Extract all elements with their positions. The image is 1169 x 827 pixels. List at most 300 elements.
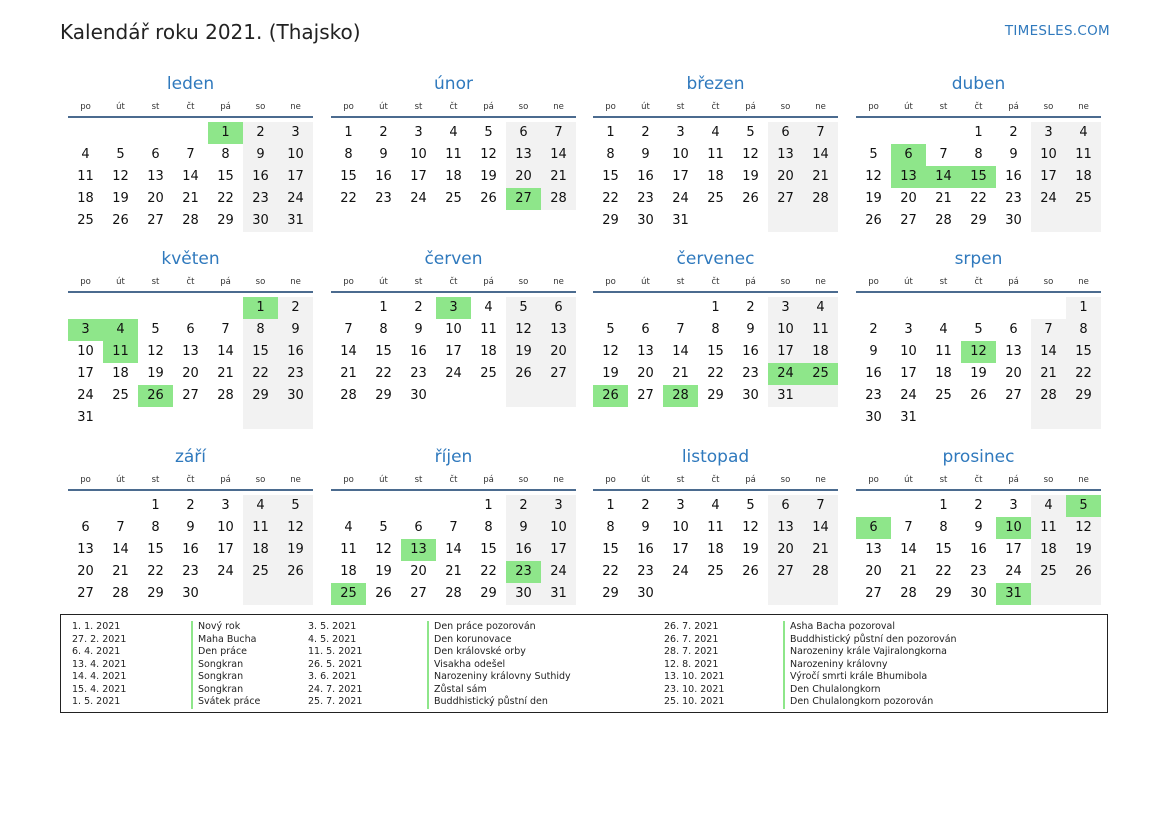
day-cell[interactable]: 14 [112,542,129,557]
day-cell[interactable]: 4 [803,297,838,319]
day-cell[interactable]: 2 [746,300,755,315]
day-cell[interactable]: 2 [414,300,423,315]
day-cell[interactable]: 16 [637,169,654,184]
day-cell[interactable]: 13 [768,144,803,166]
day-cell[interactable]: 10 [410,147,427,162]
day-cell[interactable]: 7 [939,147,948,162]
day-cell[interactable]: 17 [445,344,462,359]
day-cell[interactable]: 22 [602,191,619,206]
day-cell[interactable]: 1 [1066,297,1101,319]
day-cell[interactable]: 15 [1066,341,1101,363]
day-cell[interactable]: 21 [182,191,199,206]
day-cell[interactable]: 1 [379,300,388,315]
day-cell[interactable]: 5 [116,147,125,162]
day-cell[interactable]: 24 [672,564,689,579]
day-cell[interactable]: 17 [217,542,234,557]
day-cell[interactable]: 17 [1005,542,1022,557]
day-cell[interactable]: 6 [186,322,195,337]
day-cell[interactable]: 23 [243,188,278,210]
day-cell[interactable]: 10 [541,517,576,539]
day-cell[interactable]: 19 [375,564,392,579]
day-cell[interactable]: 19 [742,169,759,184]
day-cell[interactable]: 26 [970,388,987,403]
day-cell[interactable]: 20 [147,191,164,206]
day-cell[interactable]: 10 [217,520,234,535]
day-cell[interactable]: 12 [278,517,313,539]
day-cell[interactable]: 3 [278,122,313,144]
day-cell[interactable]: 20 [506,166,541,188]
day-cell[interactable]: 7 [1031,319,1066,341]
day-cell[interactable]: 4 [449,125,458,140]
day-cell[interactable]: 30 [637,586,654,601]
day-cell[interactable]: 18 [77,191,94,206]
day-cell[interactable]: 20 [541,341,576,363]
day-cell[interactable]: 25 [707,191,724,206]
holiday-day-cell[interactable]: 31 [996,583,1031,605]
day-cell[interactable]: 7 [541,122,576,144]
day-cell[interactable]: 10 [900,344,917,359]
day-cell[interactable]: 14 [182,169,199,184]
day-cell[interactable]: 5 [974,322,983,337]
day-cell[interactable]: 1 [606,125,615,140]
day-cell[interactable]: 29 [602,213,619,228]
holiday-day-cell[interactable]: 5 [1066,495,1101,517]
day-cell[interactable]: 3 [414,125,423,140]
day-cell[interactable]: 28 [935,213,952,228]
day-cell[interactable]: 13 [147,169,164,184]
day-cell[interactable]: 7 [116,520,125,535]
day-cell[interactable]: 18 [112,366,129,381]
day-cell[interactable]: 22 [217,191,234,206]
day-cell[interactable]: 30 [182,586,199,601]
day-cell[interactable]: 15 [375,344,392,359]
day-cell[interactable]: 18 [243,539,278,561]
day-cell[interactable]: 9 [869,344,878,359]
day-cell[interactable]: 3 [676,498,685,513]
day-cell[interactable]: 2 [506,495,541,517]
day-cell[interactable]: 27 [541,363,576,385]
day-cell[interactable]: 10 [77,344,94,359]
day-cell[interactable]: 12 [602,344,619,359]
day-cell[interactable]: 29 [970,213,987,228]
day-cell[interactable]: 15 [707,344,724,359]
day-cell[interactable]: 24 [541,561,576,583]
day-cell[interactable]: 23 [1005,191,1022,206]
day-cell[interactable]: 5 [278,495,313,517]
day-cell[interactable]: 18 [1066,166,1101,188]
holiday-day-cell[interactable]: 10 [996,517,1031,539]
day-cell[interactable]: 26 [742,564,759,579]
day-cell[interactable]: 9 [641,520,650,535]
day-cell[interactable]: 5 [506,297,541,319]
day-cell[interactable]: 25 [1066,188,1101,210]
day-cell[interactable]: 4 [711,498,720,513]
day-cell[interactable]: 16 [375,169,392,184]
day-cell[interactable]: 29 [375,388,392,403]
day-cell[interactable]: 20 [768,539,803,561]
day-cell[interactable]: 27 [182,388,199,403]
day-cell[interactable]: 3 [541,495,576,517]
day-cell[interactable]: 13 [182,344,199,359]
day-cell[interactable]: 1 [606,498,615,513]
day-cell[interactable]: 11 [480,322,497,337]
day-cell[interactable]: 9 [746,322,755,337]
day-cell[interactable]: 16 [410,344,427,359]
day-cell[interactable]: 12 [375,542,392,557]
holiday-day-cell[interactable]: 6 [856,517,891,539]
day-cell[interactable]: 15 [602,169,619,184]
day-cell[interactable]: 24 [445,366,462,381]
holiday-day-cell[interactable]: 25 [331,583,366,605]
day-cell[interactable]: 15 [217,169,234,184]
day-cell[interactable]: 26 [742,191,759,206]
day-cell[interactable]: 4 [81,147,90,162]
day-cell[interactable]: 16 [506,539,541,561]
day-cell[interactable]: 8 [974,147,983,162]
day-cell[interactable]: 4 [1066,122,1101,144]
day-cell[interactable]: 1 [939,498,948,513]
day-cell[interactable]: 14 [217,344,234,359]
day-cell[interactable]: 30 [742,388,759,403]
day-cell[interactable]: 22 [970,191,987,206]
holiday-day-cell[interactable]: 12 [961,341,996,363]
day-cell[interactable]: 18 [340,564,357,579]
day-cell[interactable]: 25 [1031,561,1066,583]
day-cell[interactable]: 23 [742,366,759,381]
day-cell[interactable]: 11 [243,517,278,539]
holiday-day-cell[interactable]: 26 [593,385,628,407]
day-cell[interactable]: 23 [410,366,427,381]
holiday-day-cell[interactable]: 3 [436,297,471,319]
day-cell[interactable]: 5 [869,147,878,162]
day-cell[interactable]: 8 [939,520,948,535]
day-cell[interactable]: 8 [379,322,388,337]
day-cell[interactable]: 27 [147,213,164,228]
day-cell[interactable]: 7 [904,520,913,535]
day-cell[interactable]: 25 [445,191,462,206]
day-cell[interactable]: 16 [243,166,278,188]
day-cell[interactable]: 13 [1005,344,1022,359]
day-cell[interactable]: 7 [803,122,838,144]
day-cell[interactable]: 30 [970,586,987,601]
day-cell[interactable]: 19 [506,341,541,363]
day-cell[interactable]: 22 [480,564,497,579]
day-cell[interactable]: 31 [900,410,917,425]
day-cell[interactable]: 6 [541,297,576,319]
day-cell[interactable]: 20 [182,366,199,381]
day-cell[interactable]: 24 [278,188,313,210]
day-cell[interactable]: 3 [768,297,803,319]
day-cell[interactable]: 8 [344,147,353,162]
day-cell[interactable]: 21 [935,191,952,206]
day-cell[interactable]: 21 [900,564,917,579]
day-cell[interactable]: 2 [1009,125,1018,140]
day-cell[interactable]: 9 [414,322,423,337]
day-cell[interactable]: 30 [865,410,882,425]
day-cell[interactable]: 9 [974,520,983,535]
holiday-day-cell[interactable]: 25 [803,363,838,385]
day-cell[interactable]: 3 [1009,498,1018,513]
day-cell[interactable]: 30 [278,385,313,407]
day-cell[interactable]: 11 [803,319,838,341]
day-cell[interactable]: 28 [1031,385,1066,407]
holiday-day-cell[interactable]: 1 [208,122,243,144]
day-cell[interactable]: 6 [641,322,650,337]
day-cell[interactable]: 18 [1031,539,1066,561]
day-cell[interactable]: 1 [711,300,720,315]
day-cell[interactable]: 23 [865,388,882,403]
day-cell[interactable]: 14 [1031,341,1066,363]
day-cell[interactable]: 16 [182,542,199,557]
day-cell[interactable]: 9 [243,144,278,166]
day-cell[interactable]: 24 [217,564,234,579]
day-cell[interactable]: 26 [112,213,129,228]
day-cell[interactable]: 9 [641,147,650,162]
day-cell[interactable]: 13 [768,517,803,539]
day-cell[interactable]: 20 [865,564,882,579]
day-cell[interactable]: 21 [445,564,462,579]
day-cell[interactable]: 4 [344,520,353,535]
day-cell[interactable]: 20 [768,166,803,188]
day-cell[interactable]: 27 [410,586,427,601]
day-cell[interactable]: 28 [217,388,234,403]
holiday-day-cell[interactable]: 28 [663,385,698,407]
day-cell[interactable]: 6 [506,122,541,144]
day-cell[interactable]: 17 [768,341,803,363]
day-cell[interactable]: 25 [243,561,278,583]
day-cell[interactable]: 27 [768,561,803,583]
day-cell[interactable]: 6 [81,520,90,535]
day-cell[interactable]: 8 [1066,319,1101,341]
day-cell[interactable]: 17 [900,366,917,381]
day-cell[interactable]: 3 [904,322,913,337]
day-cell[interactable]: 27 [637,388,654,403]
day-cell[interactable]: 2 [641,498,650,513]
day-cell[interactable]: 29 [1066,385,1101,407]
day-cell[interactable]: 4 [939,322,948,337]
day-cell[interactable]: 5 [379,520,388,535]
day-cell[interactable]: 21 [217,366,234,381]
day-cell[interactable]: 12 [147,344,164,359]
day-cell[interactable]: 17 [77,366,94,381]
day-cell[interactable]: 19 [112,191,129,206]
day-cell[interactable]: 27 [900,213,917,228]
day-cell[interactable]: 31 [278,210,313,232]
day-cell[interactable]: 18 [480,344,497,359]
day-cell[interactable]: 12 [742,147,759,162]
day-cell[interactable]: 8 [243,319,278,341]
day-cell[interactable]: 21 [340,366,357,381]
day-cell[interactable]: 30 [506,583,541,605]
day-cell[interactable]: 24 [1005,564,1022,579]
day-cell[interactable]: 9 [1009,147,1018,162]
day-cell[interactable]: 16 [637,542,654,557]
brand-link[interactable]: TIMESLES.COM [1004,23,1110,39]
day-cell[interactable]: 4 [1031,495,1066,517]
day-cell[interactable]: 15 [340,169,357,184]
day-cell[interactable]: 7 [344,322,353,337]
holiday-day-cell[interactable]: 11 [103,341,138,363]
day-cell[interactable]: 28 [182,213,199,228]
day-cell[interactable]: 9 [379,147,388,162]
holiday-day-cell[interactable]: 24 [768,363,803,385]
day-cell[interactable]: 30 [243,210,278,232]
day-cell[interactable]: 26 [1066,561,1101,583]
day-cell[interactable]: 31 [672,213,689,228]
holiday-day-cell[interactable]: 6 [891,144,926,166]
day-cell[interactable]: 15 [480,542,497,557]
holiday-day-cell[interactable]: 15 [961,166,996,188]
day-cell[interactable]: 2 [243,122,278,144]
day-cell[interactable]: 22 [707,366,724,381]
holiday-day-cell[interactable]: 23 [506,561,541,583]
day-cell[interactable]: 17 [1031,166,1066,188]
day-cell[interactable]: 2 [379,125,388,140]
day-cell[interactable]: 23 [375,191,392,206]
day-cell[interactable]: 20 [637,366,654,381]
day-cell[interactable]: 23 [970,564,987,579]
day-cell[interactable]: 3 [676,125,685,140]
day-cell[interactable]: 12 [112,169,129,184]
day-cell[interactable]: 8 [606,147,615,162]
day-cell[interactable]: 13 [506,144,541,166]
day-cell[interactable]: 28 [803,561,838,583]
day-cell[interactable]: 13 [541,319,576,341]
day-cell[interactable]: 25 [77,213,94,228]
day-cell[interactable]: 27 [865,586,882,601]
day-cell[interactable]: 2 [974,498,983,513]
day-cell[interactable]: 19 [147,366,164,381]
day-cell[interactable]: 19 [278,539,313,561]
day-cell[interactable]: 16 [970,542,987,557]
day-cell[interactable]: 18 [707,542,724,557]
day-cell[interactable]: 25 [112,388,129,403]
day-cell[interactable]: 1 [974,125,983,140]
day-cell[interactable]: 26 [278,561,313,583]
day-cell[interactable]: 29 [935,586,952,601]
holiday-day-cell[interactable]: 13 [891,166,926,188]
day-cell[interactable]: 10 [672,147,689,162]
day-cell[interactable]: 22 [1066,363,1101,385]
holiday-day-cell[interactable]: 26 [138,385,173,407]
day-cell[interactable]: 28 [340,388,357,403]
day-cell[interactable]: 11 [77,169,94,184]
day-cell[interactable]: 5 [746,498,755,513]
day-cell[interactable]: 16 [1005,169,1022,184]
day-cell[interactable]: 2 [641,125,650,140]
day-cell[interactable]: 9 [278,319,313,341]
day-cell[interactable]: 18 [935,366,952,381]
day-cell[interactable]: 4 [711,125,720,140]
day-cell[interactable]: 22 [935,564,952,579]
day-cell[interactable]: 3 [221,498,230,513]
day-cell[interactable]: 29 [243,385,278,407]
day-cell[interactable]: 2 [278,297,313,319]
day-cell[interactable]: 5 [151,322,160,337]
day-cell[interactable]: 28 [445,586,462,601]
day-cell[interactable]: 24 [900,388,917,403]
day-cell[interactable]: 5 [746,125,755,140]
day-cell[interactable]: 14 [803,517,838,539]
day-cell[interactable]: 14 [803,144,838,166]
day-cell[interactable]: 6 [768,122,803,144]
day-cell[interactable]: 29 [217,213,234,228]
day-cell[interactable]: 10 [278,144,313,166]
day-cell[interactable]: 28 [541,188,576,210]
day-cell[interactable]: 12 [865,169,882,184]
day-cell[interactable]: 30 [410,388,427,403]
day-cell[interactable]: 14 [541,144,576,166]
day-cell[interactable]: 16 [742,344,759,359]
day-cell[interactable]: 11 [1031,517,1066,539]
day-cell[interactable]: 8 [711,322,720,337]
day-cell[interactable]: 13 [77,542,94,557]
day-cell[interactable]: 22 [602,564,619,579]
day-cell[interactable]: 23 [278,363,313,385]
day-cell[interactable]: 10 [768,319,803,341]
day-cell[interactable]: 21 [1031,363,1066,385]
day-cell[interactable]: 2 [869,322,878,337]
day-cell[interactable]: 22 [243,363,278,385]
day-cell[interactable]: 24 [410,191,427,206]
day-cell[interactable]: 13 [865,542,882,557]
day-cell[interactable]: 12 [1066,517,1101,539]
day-cell[interactable]: 17 [410,169,427,184]
day-cell[interactable]: 25 [935,388,952,403]
day-cell[interactable]: 6 [768,495,803,517]
day-cell[interactable]: 19 [480,169,497,184]
day-cell[interactable]: 5 [606,322,615,337]
day-cell[interactable]: 11 [1066,144,1101,166]
day-cell[interactable]: 23 [637,564,654,579]
day-cell[interactable]: 23 [637,191,654,206]
day-cell[interactable]: 6 [151,147,160,162]
day-cell[interactable]: 15 [243,341,278,363]
day-cell[interactable]: 9 [186,520,195,535]
day-cell[interactable]: 10 [672,520,689,535]
day-cell[interactable]: 29 [480,586,497,601]
day-cell[interactable]: 29 [602,586,619,601]
day-cell[interactable]: 22 [375,366,392,381]
day-cell[interactable]: 16 [865,366,882,381]
day-cell[interactable]: 21 [803,539,838,561]
day-cell[interactable]: 21 [541,166,576,188]
day-cell[interactable]: 1 [151,498,160,513]
day-cell[interactable]: 8 [606,520,615,535]
day-cell[interactable]: 19 [865,191,882,206]
day-cell[interactable]: 20 [1005,366,1022,381]
day-cell[interactable]: 15 [935,542,952,557]
day-cell[interactable]: 11 [340,542,357,557]
day-cell[interactable]: 15 [602,542,619,557]
day-cell[interactable]: 12 [480,147,497,162]
day-cell[interactable]: 27 [77,586,94,601]
day-cell[interactable]: 14 [445,542,462,557]
day-cell[interactable]: 12 [742,520,759,535]
day-cell[interactable]: 26 [865,213,882,228]
day-cell[interactable]: 21 [112,564,129,579]
day-cell[interactable]: 4 [484,300,493,315]
day-cell[interactable]: 17 [672,169,689,184]
day-cell[interactable]: 19 [1066,539,1101,561]
day-cell[interactable]: 15 [147,542,164,557]
day-cell[interactable]: 26 [480,191,497,206]
day-cell[interactable]: 20 [900,191,917,206]
day-cell[interactable]: 21 [803,166,838,188]
day-cell[interactable]: 10 [1031,144,1066,166]
day-cell[interactable]: 26 [375,586,392,601]
day-cell[interactable]: 26 [506,363,541,385]
